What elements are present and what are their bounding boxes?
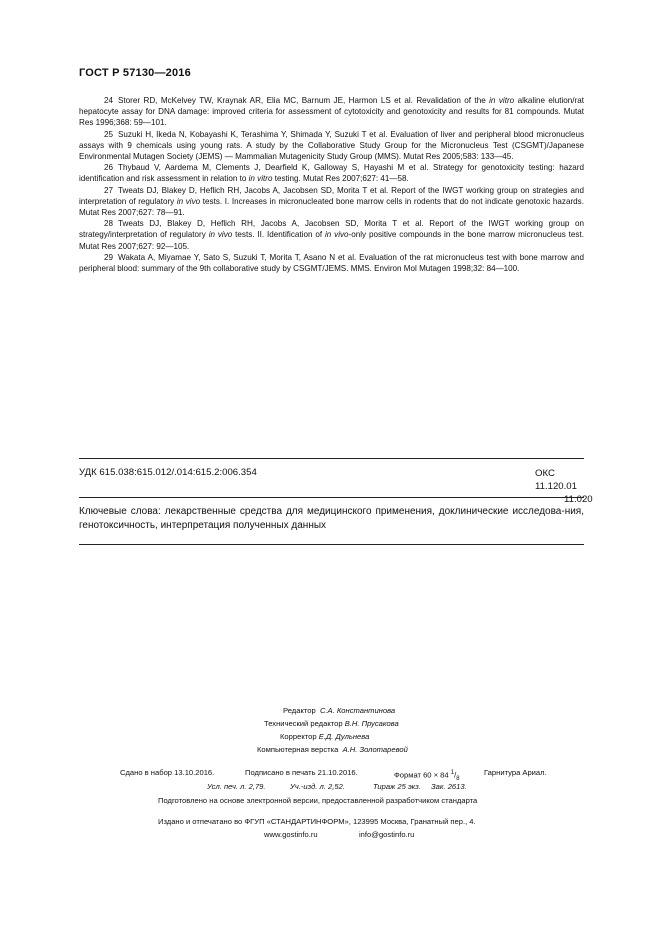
imprint-run: Тираж 25 экз.	[373, 782, 421, 791]
reference-text: testing. Mutat Res 2007;627: 41—58.	[272, 174, 409, 184]
imprint-format: Формат 60 × 84 $^1/_8$	[394, 770, 460, 783]
reference-list	[79, 95, 584, 274]
reference-italic: in vivo	[324, 230, 349, 240]
reference-item	[79, 185, 584, 219]
standard-header: ГОСТ Р 57130—2016	[79, 67, 191, 79]
imprint-order: Зак. 2613.	[431, 782, 467, 791]
publisher-website: www.gostinfo.ru	[264, 830, 318, 839]
reference-number: 24	[104, 96, 114, 105]
oks-code-2: 11.020	[564, 494, 593, 505]
reference-text: -only positive compounds in the bone marrow micronucleus test. Mutat Res 2007;627: 92—105.	[79, 230, 584, 251]
reference-number: 29	[104, 252, 114, 262]
imprint-print-date: Подписано в печать 21.10.2016.	[245, 768, 358, 777]
reference-number: 25	[104, 129, 114, 139]
reference-text: alkaline elution/rat hepatocyte assay for DNA damage: improved criteria for assessment of cytotoxicity and genotoxicity and results for 81 compounds. Mutat Res 1996;368: 59—101.	[79, 96, 584, 128]
credit-editor: Редактор С.А. Константинова	[283, 706, 396, 715]
reference-italic: in vitro	[489, 96, 515, 105]
publisher-email: info@gostinfo.ru	[359, 830, 415, 839]
reference-item	[79, 95, 584, 129]
keywords: Ключевые слова: лекарственные средства для медицинского применения, доклинические исследова-ния, генотоксичность, интерпретация полученных данных	[79, 506, 584, 531]
credit-tech-editor: Технический редактор В.Н. Прусакова	[264, 719, 399, 728]
reference-italic: in vitro	[248, 174, 273, 184]
reference-item	[79, 252, 584, 274]
reference-item	[79, 162, 584, 184]
reference-italic: in vivo	[208, 230, 233, 240]
reference-text: Suzuki H, Ikeda N, Kobayashi K, Terashima Y, Shimada Y, Suzuki T et al. Evaluation of liver and peripheral blood micronucleus assays with 9 chemicals using young rats. A study by the Collaborative Study Group for the Micronucleus Test (CSGMT)/Japanese Environmental Mutagen Society (JEMS) — Mammalian Mutagenicity Study Group (MMS). Mutat Res 2005;583: 133—45.	[79, 129, 584, 162]
reference-number: 26	[104, 163, 114, 173]
reference-text: Tweats DJ, Blakey D, Heflich RH, Jacobs A, Jacobsen SD, Morita T et al. Report of the IWGT working group on strategies and interpretation of regulatory	[79, 185, 584, 206]
credit-corrector: Корректор Е.Д. Дульнева	[280, 732, 370, 741]
reference-text: Tweats DJ, Blakey D, Heflich RH, Jacobs A, Jacobsen SD, Morita T et al. Report of the IWGT working group on strategy/interpretation of regulatory	[79, 219, 584, 240]
divider	[79, 458, 584, 459]
imprint-prepared-note: Подготовлено на основе электронной версии, предоставленной разработчиком стандарта	[158, 796, 478, 805]
oks-code-1: ОКС 11.120.01	[535, 468, 577, 492]
reference-item	[79, 218, 584, 252]
reference-number: 28	[104, 219, 114, 229]
imprint-pub-sheets: Уч.-изд. л. 2,52.	[290, 782, 345, 791]
reference-text: Thybaud V, Aardema M, Clements J, Dearfield K, Galloway S, Hayashi M et al. Strategy for genotoxicity testing: hazard identification and risk assessment in relation to	[79, 163, 584, 184]
imprint-font: Гарнитура Ариал.	[484, 768, 547, 777]
divider	[79, 544, 584, 545]
imprint-typeset-date: Сдано в набор 13.10.2016.	[120, 768, 215, 777]
reference-item	[79, 129, 584, 163]
publisher-address: Издано и отпечатано во ФГУП «СТАНДАРТИНФОРМ», 123995 Москва, Гранатный пер., 4.	[158, 817, 476, 826]
imprint-print-sheets: Усл. печ. л. 2,79.	[207, 782, 266, 791]
reference-italic: in vivo	[176, 196, 201, 206]
reference-number: 27	[104, 185, 114, 195]
reference-text: Wakata A, Miyamae Y, Sato S, Suzuki T, Morita T, Asano N et al. Evaluation of the rat micronucleus test with bone marrow and peripheral blood: summary of the 9th collaborative study by CSGMT/JEMS. MMS. Environ Mol Mutagen 1998;32: 84—100.	[79, 252, 584, 274]
reference-text: tests. I. Increases in micronucleated bone marrow cells in rodents that do not indicate genotoxic hazards. Mutat Res 2007;627: 78—91.	[79, 196, 584, 218]
divider	[79, 497, 584, 498]
udk-code: УДК 615.038:615.012/.014:615.2:006.354	[79, 467, 257, 478]
reference-text: Storer RD, McKelvey TW, Kraynak AR, Elia MC, Barnum JE, Harmon LS et al. Revalidation of the	[118, 96, 490, 105]
oks-codes	[535, 467, 593, 506]
credit-layout: Компьютерная верстка А.Н. Золотаревой	[257, 745, 408, 754]
reference-text: tests. II. Identification of	[232, 230, 325, 240]
